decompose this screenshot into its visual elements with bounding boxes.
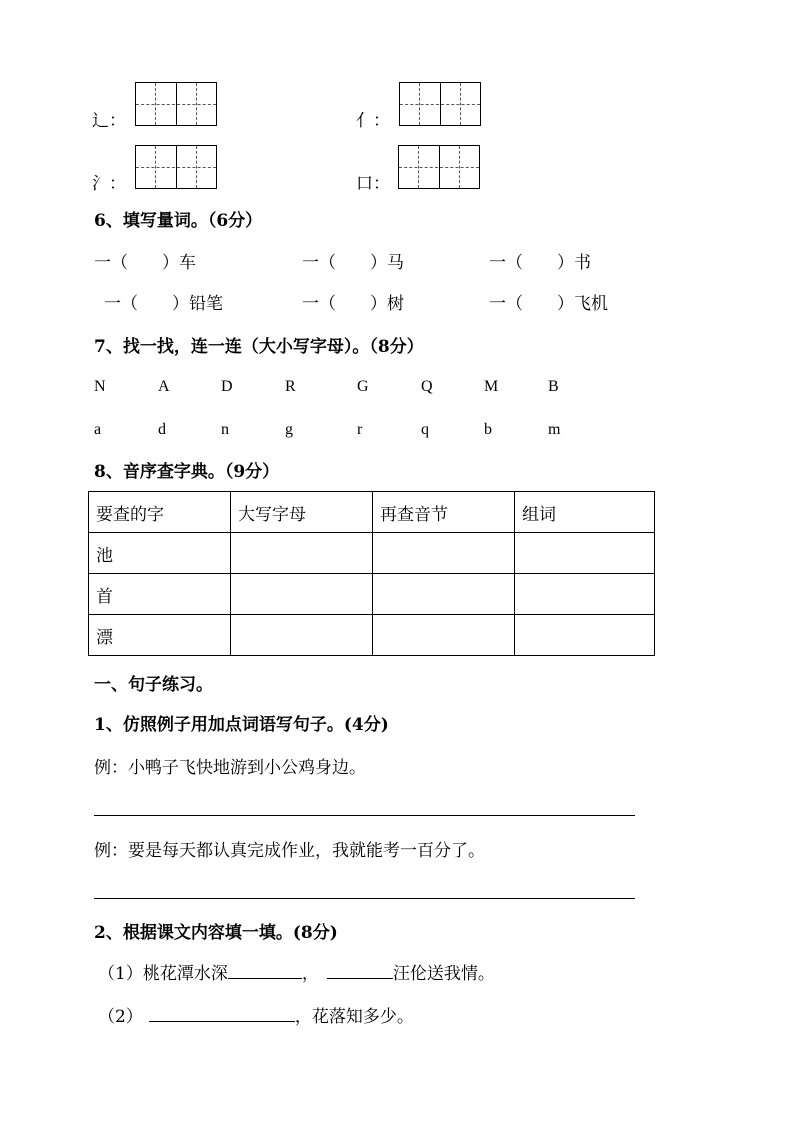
lowercase-letter[interactable]: g (285, 421, 293, 438)
answer-line[interactable] (94, 815, 635, 816)
s1-title: 1、仿照例子用加点词语写句子。(4分) (94, 715, 389, 735)
table-row (89, 615, 655, 656)
uppercase-letter[interactable]: D (221, 378, 233, 395)
example-sentence: 例：要是每天都认真完成作业，我就能考一百分了。 (94, 841, 485, 861)
poem-text: （1）桃花潭水深 (98, 964, 228, 984)
table-cell-answer[interactable] (373, 574, 515, 615)
writing-grid[interactable] (398, 145, 480, 189)
lowercase-letter[interactable]: a (94, 421, 102, 438)
table-row (89, 533, 655, 574)
uppercase-letter[interactable]: M (484, 378, 499, 395)
lowercase-letter[interactable]: m (548, 421, 561, 438)
lowercase-letter[interactable]: n (221, 421, 229, 438)
q7-title: 7、找一找，连一连（大小写字母）。（8分） (94, 337, 424, 357)
measure-word-item: 一（ ）车 (94, 253, 196, 273)
poem-blank[interactable] (327, 962, 393, 979)
writing-grid[interactable] (135, 145, 217, 189)
uppercase-letter[interactable]: N (94, 378, 106, 395)
table-cell-answer[interactable] (373, 533, 515, 574)
uppercase-letter[interactable]: G (357, 378, 369, 395)
poem-text: 汪伦送我情。 (392, 964, 495, 984)
table-header: 再查音节 (373, 492, 515, 533)
poem-text: ， (301, 964, 319, 984)
measure-word-item: 一（ ）铅笔 (104, 294, 223, 314)
radical-label-chuo: 辶： (92, 111, 126, 131)
lowercase-letter[interactable]: d (158, 421, 166, 438)
poem-text: （2） (98, 1007, 143, 1027)
q8-title: 8、音序查字典。（9分） (94, 462, 280, 482)
table-cell-answer[interactable] (231, 615, 373, 656)
table-header: 组词 (515, 492, 655, 533)
lowercase-letter[interactable]: q (421, 421, 429, 438)
uppercase-letter[interactable]: A (158, 378, 170, 395)
uppercase-letter[interactable]: B (548, 378, 559, 395)
writing-grid[interactable] (399, 82, 481, 126)
poem-blank[interactable] (149, 1005, 295, 1022)
table-cell-answer[interactable] (373, 615, 515, 656)
table-cell-char: 池 (89, 533, 231, 574)
answer-line[interactable] (94, 898, 635, 899)
poem-line-2 (98, 1005, 414, 1028)
table-cell-char: 漂 (89, 615, 231, 656)
radical-label-shui: 氵： (92, 174, 126, 194)
table-cell-answer[interactable] (231, 533, 373, 574)
measure-word-item: 一（ ）书 (489, 253, 591, 273)
poem-line-1 (98, 962, 495, 985)
measure-word-item: 一（ ）飞机 (489, 294, 608, 314)
table-cell-answer[interactable] (515, 533, 655, 574)
lowercase-letter[interactable]: b (484, 421, 492, 438)
example-sentence: 例：小鸭子飞快地游到小公鸡身边。 (94, 758, 366, 778)
table-cell-answer[interactable] (231, 574, 373, 615)
q6-title: 6、填写量词。（6分） (94, 211, 263, 231)
table-header: 要查的字 (89, 492, 231, 533)
poem-text: ，花落知多少。 (294, 1007, 414, 1027)
table-cell-answer[interactable] (515, 615, 655, 656)
lowercase-letter[interactable]: r (357, 421, 363, 438)
radical-label-ren: 亻： (356, 111, 390, 131)
measure-word-item: 一（ ）马 (302, 253, 404, 273)
section-title: 一、句子练习。 (94, 675, 213, 695)
table-header-row (89, 492, 655, 533)
poem-blank[interactable] (228, 962, 302, 979)
dictionary-table (88, 491, 655, 656)
s2-title: 2、根据课文内容填一填。(8分) (94, 923, 338, 943)
writing-grid[interactable] (135, 82, 217, 126)
table-row (89, 574, 655, 615)
uppercase-letter[interactable]: R (285, 378, 296, 395)
table-header: 大写字母 (231, 492, 373, 533)
uppercase-letter[interactable]: Q (421, 378, 433, 395)
table-cell-answer[interactable] (515, 574, 655, 615)
measure-word-item: 一（ ）树 (302, 294, 404, 314)
table-cell-char: 首 (89, 574, 231, 615)
radical-label-kou: 口： (356, 174, 390, 194)
